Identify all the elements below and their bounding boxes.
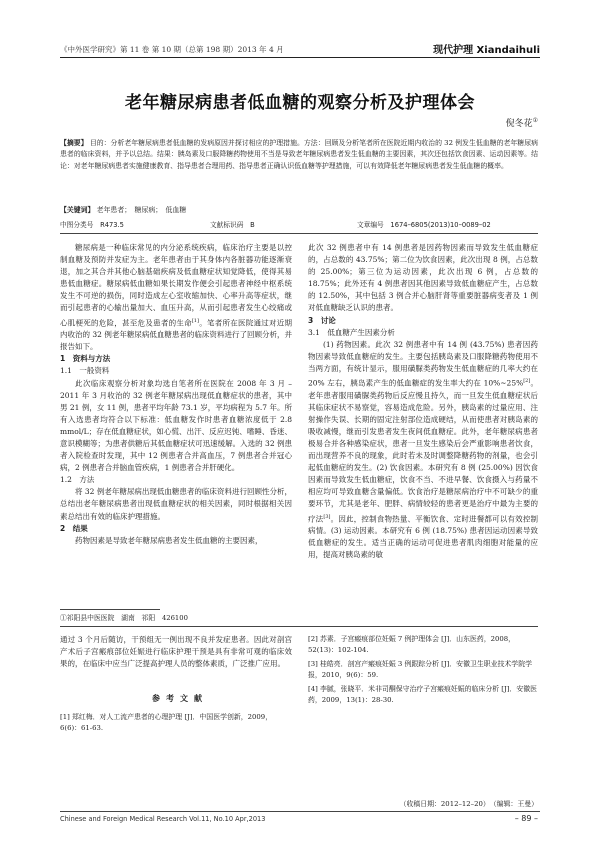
author-name: 倪冬花: [505, 119, 533, 129]
keywords-list: 老年患者； 糖尿病； 低血糖: [96, 206, 187, 214]
heading-discussion: 3 讨论: [308, 315, 336, 325]
document-code: 文献标识码 B: [210, 221, 255, 229]
abstract: [60, 138, 538, 172]
heading-causes: 3.1 低血糖产生因素分析: [308, 327, 395, 337]
reference-3: [3] 桂皓亮．剖宫产瘢痕妊娠 3 例跟踪分析 [J]．安徽卫生职业技术学院学报，2010，9(6)：59.: [308, 660, 532, 679]
results-paragraph: 药物因素是导致老年糖尿病患者发生低血糖的主要因素，: [75, 535, 263, 545]
author-line: [506, 116, 538, 129]
right-column: [308, 242, 538, 561]
heading-results: 2 结果: [60, 523, 88, 533]
results-continued-paragraph: 此次 32 例患者中有 14 例患者是因药物因素而导致发生低血糖症的，占总数的 43.75%；第二位为饮食因素，此次出现 8 例，占总数的 25.00%；第三位为运动因素，此次出现 6 例，占总数的 18.75%；此外还有 4 例患者因其他因素导致低血糖症产生，占总数的 12.50%，其中包括 3 例合并心脑肝肾等重要脏器病变者及 1 例对低血糖缺乏认识的患者。: [308, 243, 538, 313]
running-header: [60, 42, 540, 56]
body-top-rule: [60, 233, 538, 234]
heading-general-data: 1.1 一般资料: [60, 366, 110, 376]
journal-issue-line: 《中外医学研究》第 11 卷 第 10 期（总第 198 期）2013 年 4 月: [60, 45, 284, 54]
references-heading: 参考文献: [152, 694, 208, 703]
keywords-label: 【关键词】: [60, 206, 95, 214]
page-number: – 89 –: [514, 814, 538, 823]
footer-rule: [60, 811, 540, 812]
author-footnote-mark: ①: [532, 117, 538, 124]
intro-paragraph: 糖尿病是一种临床常见的内分泌系统疾病，临床治疗主要是以控制血糖及预防并发症为主。老年患者由于其身体内各脏器功能逐渐衰退，加之其合并其他心脑基础疾病及低血糖症状知觉降低，使得其易患低血糖症。糖尿病低血糖如果长期发作便会引起患者神经中枢系统发生不可逆的损伤，同时造成左心室收缩加快、心率升高等症状，继而引起患者的心输出量加大、血压升高，从而引起患者发生心绞痛或心肌梗死的危险，甚至危及患者的生命[1]。笔者所在医院通过对近期内收治的 32 例老年糖尿病低血糖患者的临床资料进行了回顾分析，并报告如下。: [60, 243, 293, 352]
footnote-rule: [60, 609, 160, 610]
abstract-text: 目的：分析老年糖尿病患者低血糖的发病原因并探讨相应的护理措施。方法：回顾及分析笔者所在医院近期内收治的 32 例发生低血糖的老年糖尿病患者的临床资料，并予以总结。结果：胰岛素及口服降糖药物使用不当是导致老年糖尿病患者发生低血糖的主要因素，其次还包括饮食因素、运动因素等。结论：对老年糖尿病患者实施健康教育、指导患者合理用药、指导患者正确认识低血糖等护理措施，可以有效降低老年糖尿病患者发生低血糖的概率。: [60, 139, 538, 170]
continuation-text: [60, 634, 292, 670]
section-divider: [60, 626, 538, 627]
reference-2: [2] 苏素．子宫瘢痕部位妊娠 7 例护理体会 [J]．山东医药，2008，52(13)：102-104.: [308, 635, 516, 654]
heading-materials-methods: 1 资料与方法: [60, 354, 111, 364]
section-brand: 现代护理 Xiandaihuli: [433, 45, 540, 56]
general-data-paragraph: 此次临床观察分析对象均选自笔者所在医院在 2008 年 3 月 –2011 年 3 月收治的 32 例老年糖尿病出现低血糖症状的患者，其中男 21 例，女 11 例，患者平均年龄 73.1 岁，平均病程为 5.7 年。所有入选患者均符合以下标准：低血糖发作时患者血糖浓度低于 2.8 mmol/L；存在低血糖症状，如心慌、出汗、反应迟钝、嗜睡、昏迷、意识模糊等；为患者供糖后其低血糖症状可迅速缓解。入选的 32 例患者入院检查时发现，其中 12 例患者合并高血压，7 例患者合并冠心病，2 例患者合并脑血管疾病，1 例患者合并肝硬化。: [60, 378, 292, 473]
continuation-paragraph: 通过 3 个月后随访，干预组无一例出现不良并发症患者。因此对剖宫产术后子宫瘢痕部位妊娠进行临床护理干预是具有非常可观的临床效果的，在临床中应当广泛提高护理人员的整体素质，广泛推广应用。: [60, 635, 292, 669]
abstract-label: 【摘要】: [60, 139, 88, 147]
header-rule: [60, 57, 540, 58]
reference-1: [1] 郑红梅．对人工流产患者的心理护理 [J]．中国医学创新，2009，6(6)：61-63.: [60, 713, 273, 732]
article-title: 老年糖尿病患者低血糖的观察分析及护理体会: [125, 93, 475, 113]
received-date: （收稿日期：2012–12–20） （编辑：王曼）: [399, 800, 538, 808]
keywords: [60, 204, 186, 214]
left-column: [60, 242, 292, 547]
clc-number: 中图分类号 R473.5: [60, 221, 124, 229]
classification-line: [60, 219, 538, 231]
affiliation-footnote: ①祁阳县中医医院 湖南 祁阳 426100: [60, 614, 188, 622]
method-paragraph: 将 32 例老年糖尿病出现低血糖患者的临床资料进行回顾性分析，总结出老年糖尿病患者出现低血糖症状的相关因素，同时根据相关因素总结出有效的临床护理措施。: [60, 487, 292, 521]
reference-4: [4] 李腻，张晓平．米非司酮保守治疗子宫瘢痕妊娠的临床分析 [J]．安徽医药，2009，13(1)：28-30.: [308, 685, 537, 704]
article-number: 文章编号 1674–6805(2013)10–0089–02: [357, 221, 491, 229]
causes-paragraph: (1) 药物因素。此次 32 例患者中有 14 例 (43.75%) 患者因药物因素导致低血糖症的发生。主要包括胰岛素及口服降糖药物使用不当两方面，有统计显示，服用磺脲类药物发生低血糖症的几率大约在 20% 左右，胰岛素产生的低血糖症的发生率大约在 10%~25%[2]。老年患者服用磺脲类药物后反应慢且持久，而一旦发生低血糖症状后其临床症状不易察觉，容易造成危险。另外，胰岛素的过量应用、注射操作失误、长期的固定注射部位造成硬结，从而使患者对胰岛素的吸收减慢，继而引发患者发生夜间低血糖症。此外，老年糖尿病患者极易合并各种感染症状，患者一旦发生感染后会严重影响患者饮食，而出现营养不良的现象，此时若未及时调整降糖药物的剂量，也会引起低血糖症的发生。(2) 饮食因素。本研究有 8 例 (25.00%) 因饮食因素而导致发生低血糖症，饮食不当、不进早餐、饮食摄入与药量不相应均可导致血糖含量偏低。饮食治疗是糖尿病治疗中不可缺少的重要环节，尤其是老年、肥胖、病情较轻的患者更是治疗中最为主要的疗法[3]。因此，控制食物热量、平衡饮食、定时进餐都可以有效控制病情。(3) 运动因素。本研究有 6 例 (18.75%) 患者因运动因素导致低血糖症的发生。适当正确的运动可促进患者肌肉细胞对能量的应用，提高对胰岛素的敏: [308, 339, 539, 560]
heading-method: 1.2 方法: [60, 475, 95, 485]
footer-journal: Chinese and Foreign Medical Research Vol.11, No.10 Apr,2013: [60, 815, 266, 823]
